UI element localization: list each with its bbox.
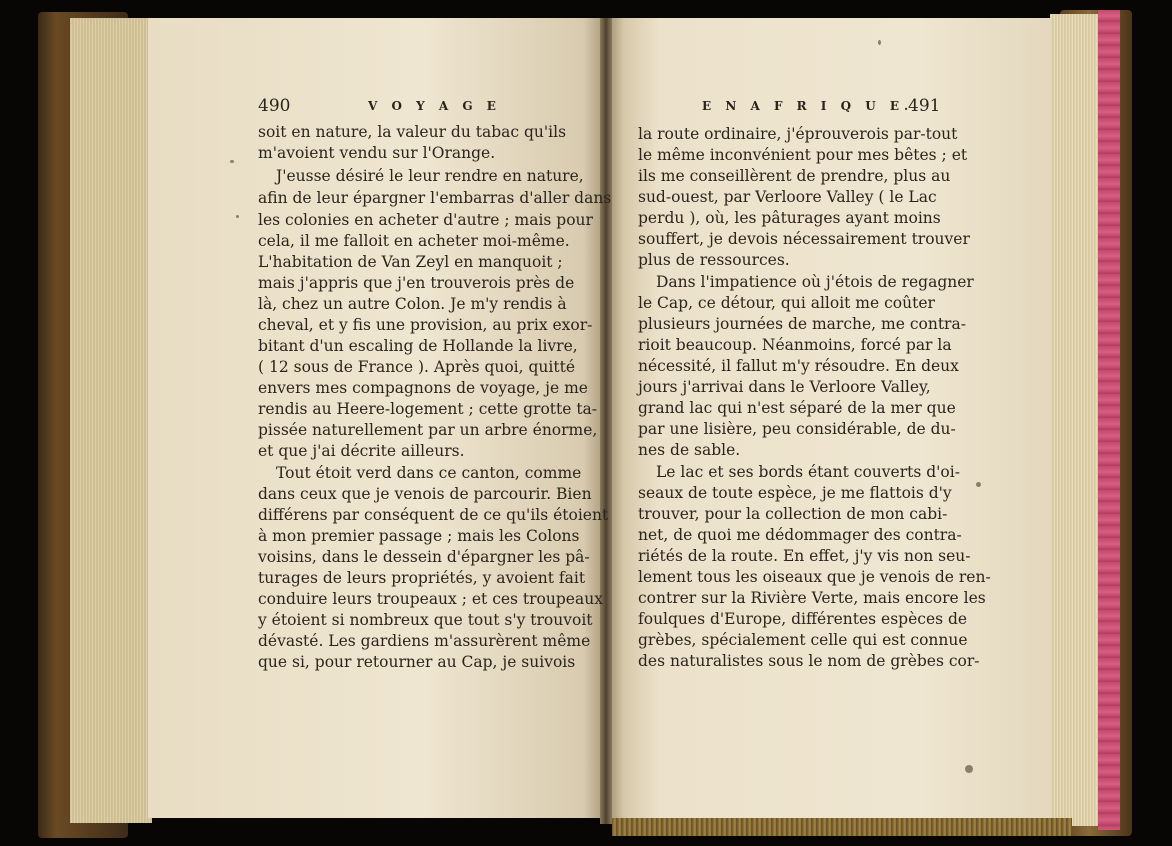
text-line: ils me conseillèrent de prendre, plus au xyxy=(638,167,951,185)
text-line: soit en nature, la valeur du tabac qu'ils xyxy=(258,123,567,141)
text-line: turages de leurs propriétés, y avoient fait xyxy=(258,569,586,587)
marbled-endpaper xyxy=(1098,10,1120,830)
text-line: sud-ouest, par Verloore Valley ( le Lac xyxy=(638,188,937,206)
text-line: lement tous les oiseaux que je venois de ren- xyxy=(638,568,991,586)
text-line: souffert, je devois nécessairement trouver xyxy=(638,230,970,248)
text-line: là, chez un autre Colon. Je m'y rendis à xyxy=(258,295,567,313)
paper-speck xyxy=(976,482,981,487)
text-line: grand lac qui n'est séparé de la mer que xyxy=(638,399,956,417)
right-running-head: E N A F R I Q U E. xyxy=(702,99,914,113)
text-line: rendis au Heere-logement ; cette grotte ta- xyxy=(258,400,598,418)
text-line: mais j'appris que j'en trouverois près de xyxy=(258,274,575,292)
text-line: envers mes compagnons de voyage, je me xyxy=(258,379,588,397)
text-line: dans ceux que je venois de parcourir. Bien xyxy=(258,485,592,503)
text-line: plus de ressources. xyxy=(638,251,790,269)
text-line: et que j'ai décrite ailleurs. xyxy=(258,442,465,460)
text-line: Tout étoit verd dans ce canton, comme xyxy=(276,464,582,482)
text-line: que si, pour retourner au Cap, je suivois xyxy=(258,653,576,671)
text-line: riétés de la route. En effet, j'y vis non seu- xyxy=(638,547,971,565)
text-line: conduire leurs troupeaux ; et ces troupeaux xyxy=(258,590,603,608)
text-line: Dans l'impatience où j'étois de regagner xyxy=(656,273,974,291)
text-line: différens par conséquent de ce qu'ils étoient xyxy=(258,506,609,524)
text-line: cheval, et y fis une provision, au prix exor- xyxy=(258,316,593,334)
paper-speck xyxy=(878,40,881,45)
text-line: cela, il me falloit en acheter moi-même. xyxy=(258,232,570,250)
text-line: nes de sable. xyxy=(638,441,741,459)
text-line: jours j'arrivai dans le Verloore Valley, xyxy=(638,378,931,396)
text-line: les colonies en acheter d'autre ; mais pour xyxy=(258,211,593,229)
text-line: le même inconvénient pour mes bêtes ; et xyxy=(638,146,968,164)
paper-speck xyxy=(236,215,239,218)
text-line: contrer sur la Rivière Verte, mais encore les xyxy=(638,589,986,607)
page-edges-left xyxy=(70,18,152,823)
text-line: voisins, dans le dessein d'épargner les pâ- xyxy=(258,548,590,566)
text-line: le Cap, ce détour, qui alloit me coûter xyxy=(638,294,935,312)
text-line: grèbes, spécialement celle qui est connue xyxy=(638,631,968,649)
text-line: à mon premier passage ; mais les Colons xyxy=(258,527,580,545)
text-line: pissée naturellement par un arbre énorme, xyxy=(258,421,598,439)
text-line: foulques d'Europe, différentes espèces de xyxy=(638,610,968,628)
page-edges-right xyxy=(1050,14,1098,826)
text-line: net, de quoi me dédommager des contra- xyxy=(638,526,962,544)
text-line: des naturalistes sous le nom de grèbes cor- xyxy=(638,652,980,670)
text-line: m'avoient vendu sur l'Orange. xyxy=(258,144,496,162)
right-page-number: 491 xyxy=(908,96,941,116)
text-line: y étoient si nombreux que tout s'y trouvoit xyxy=(258,611,593,629)
text-line: seaux de toute espèce, je me flattois d'y xyxy=(638,484,952,502)
left-page-header xyxy=(258,96,588,116)
text-line: perdu ), où, les pâturages ayant moins xyxy=(638,209,941,227)
left-page-number: 490 xyxy=(258,96,291,116)
text-line: par une lisière, peu considérable, de du- xyxy=(638,420,956,438)
text-line: trouver, pour la collection de mon cabi- xyxy=(638,505,948,523)
page-edges-bottom xyxy=(612,818,1072,836)
text-line: Le lac et ses bords étant couverts d'oi- xyxy=(656,463,960,481)
text-line: la route ordinaire, j'éprouverois par-tout xyxy=(638,125,958,143)
text-line: ( 12 sous de France ). Après quoi, quitté xyxy=(258,358,575,376)
text-line: bitant d'un escaling de Hollande la livre, xyxy=(258,337,578,355)
text-line: J'eusse désiré le leur rendre en nature, xyxy=(276,167,584,185)
paper-speck xyxy=(965,765,973,773)
text-line: afin de leur épargner l'embarras d'aller dans xyxy=(258,189,612,207)
text-line: nécessité, il fallut m'y résoudre. En deux xyxy=(638,357,959,375)
text-line: rioit beaucoup. Néanmoins, forcé par la xyxy=(638,336,952,354)
text-line: plusieurs journées de marche, me contra- xyxy=(638,315,966,333)
text-line: dévasté. Les gardiens m'assurèrent même xyxy=(258,632,591,650)
paper-speck xyxy=(230,160,234,163)
text-line: L'habitation de Van Zeyl en manquoit ; xyxy=(258,253,563,271)
left-running-head: V O Y A G E xyxy=(368,99,501,113)
book-gutter xyxy=(600,18,612,824)
